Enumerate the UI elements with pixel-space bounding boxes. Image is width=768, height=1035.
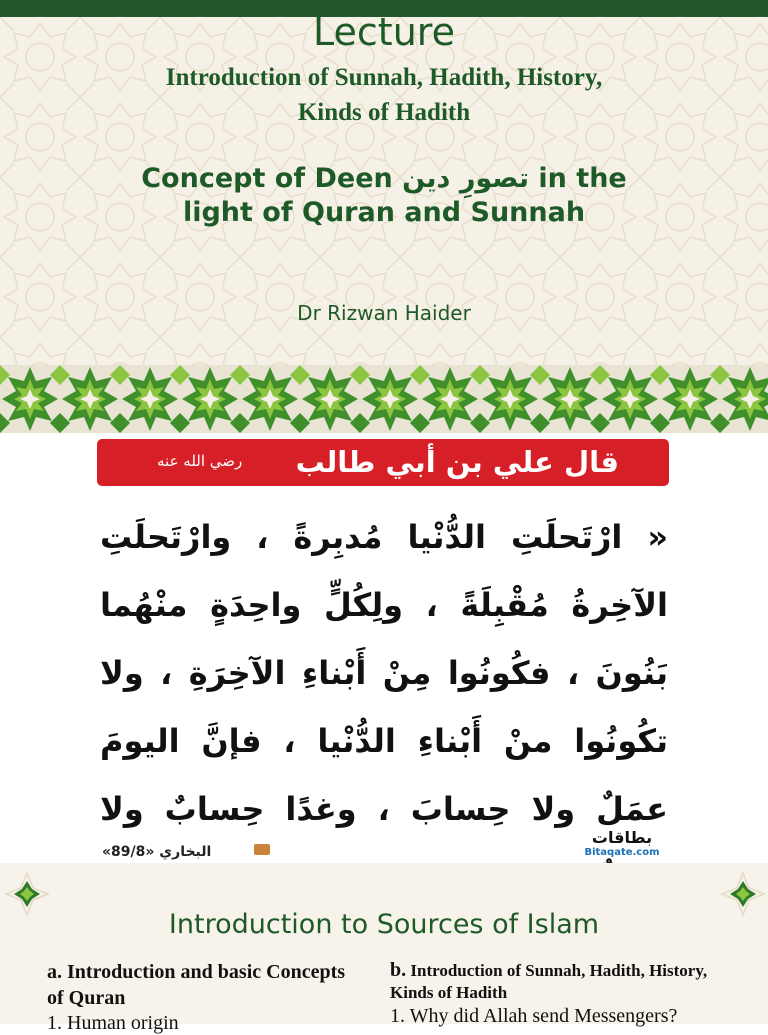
- list-item: 1. Human origin: [47, 1012, 179, 1034]
- author-name: Dr Rizwan Haider: [297, 301, 471, 325]
- logo-latin-text: Bitaqate.com: [584, 847, 660, 858]
- green-star-border: [0, 365, 768, 433]
- title-slide: [0, 0, 768, 433]
- column-label: b.: [390, 959, 407, 981]
- arabic-quote: « ارْتَحلَتِ الدُّنْيا مُدبِرةً ، وارْتَحلَتِ الآخِرةُ مُقْبِلَةً ، ولِكُلٍّ واحِدَةٍ منْهُما بَنُونَ ، فكُونُوا مِنْ أَبْناءِ الآخِرَةِ ، ولا تكُونُوا منْ أَبْناءِ الدُّنْيا ، فإنَّ اليومَ عمَلٌ ولا حِسابَ ، وغدًا حِسابٌ ولا: [100, 518, 668, 828]
- decorative-border-band: [0, 365, 768, 433]
- concept-heading: Concept of Deen تصورِ دین in the light of Quran and Sunnah: [141, 163, 627, 228]
- column-sunnah: [390, 959, 740, 1028]
- column-heading-text: Introduction and basic Concepts of Quran: [47, 961, 346, 1009]
- banner-text: قال علي بن أبي طالب: [295, 445, 619, 479]
- hadith-source: البخاري «89/8»: [102, 844, 212, 860]
- quote-attribution-banner: [97, 439, 669, 486]
- slide-subtitle: Introduction of Sunnah, Hadith, History, Kinds of Hadith: [165, 64, 603, 126]
- slide-title: Lecture: [313, 10, 455, 54]
- column-heading: [47, 959, 347, 1011]
- banner-honorific: رضي الله عنه: [157, 452, 243, 470]
- slide-margin: [0, 433, 88, 863]
- column-heading: [390, 959, 740, 1004]
- column-quran: [47, 959, 347, 1035]
- column-heading-text: Introduction of Sunnah, Hadith, History, Kinds of Hadith: [390, 961, 708, 1002]
- logo-arabic-text: بطاقات: [591, 828, 653, 847]
- column-label: a.: [47, 961, 62, 983]
- slide-title: Introduction to Sources of Islam: [168, 909, 600, 940]
- hadith-quote-image: [88, 433, 680, 863]
- book-icon: [254, 844, 270, 855]
- sources-slide: [0, 863, 768, 1034]
- list-item: 1. Why did Allah send Messengers?: [390, 1005, 678, 1027]
- bitaqate-logo: [572, 829, 672, 861]
